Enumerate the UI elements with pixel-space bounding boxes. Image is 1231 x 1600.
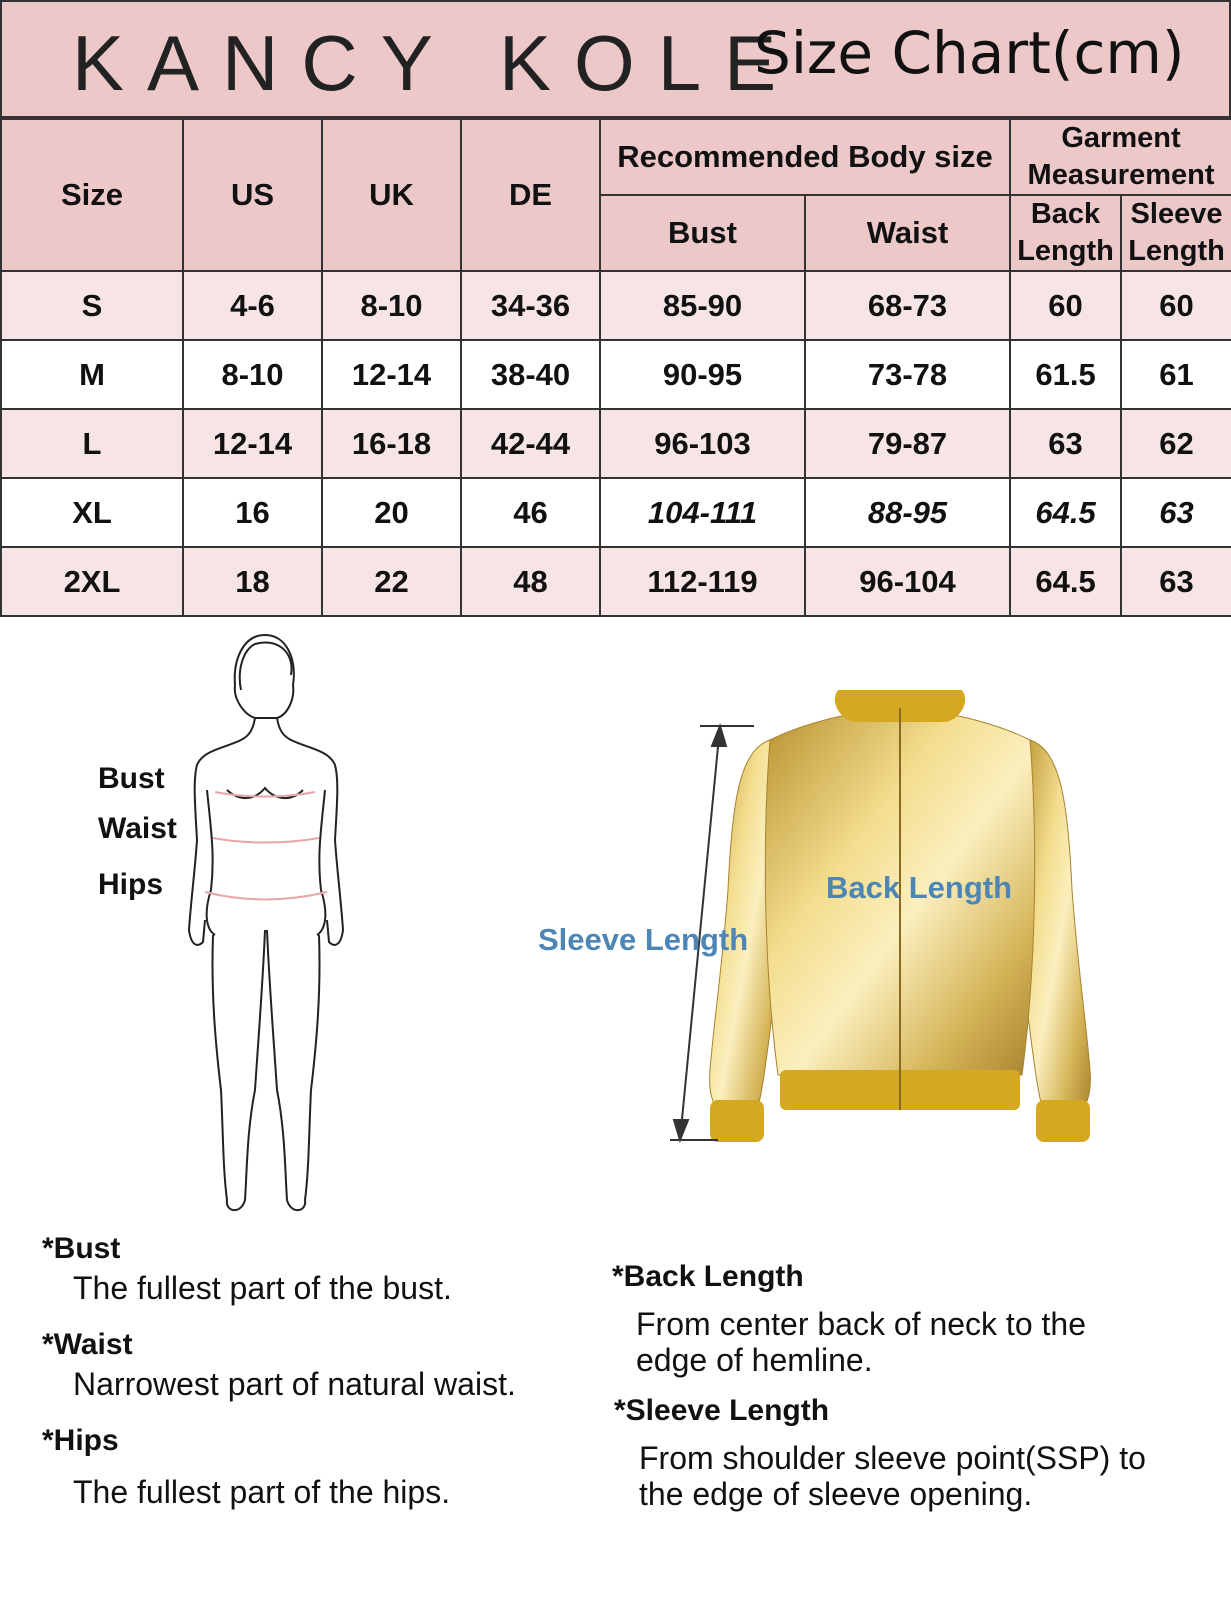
note-bust-title: *Bust — [42, 1232, 121, 1265]
header-size: Size — [1, 119, 183, 271]
cell-size: S — [1, 271, 183, 340]
cell-sleeve: 63 — [1121, 478, 1231, 547]
cell-uk: 8-10 — [322, 271, 461, 340]
note-hips-text: The fullest part of the hips. — [73, 1474, 451, 1510]
cell-back: 64.5 — [1010, 547, 1121, 616]
note-back-text-1: From center back of neck to the — [636, 1306, 1086, 1342]
garment-line1: Garment — [1061, 122, 1181, 154]
table-row — [1, 409, 1231, 478]
cell-us: 4-6 — [183, 271, 322, 340]
note-sleeve-text-2: the edge of sleeve opening. — [639, 1476, 1033, 1512]
header-bust: Bust — [600, 195, 805, 271]
cell-bust: 85-90 — [600, 271, 805, 340]
cell-us: 8-10 — [183, 340, 322, 409]
cell-de: 46 — [461, 478, 600, 547]
header-uk: UK — [322, 119, 461, 271]
note-sleeve-title: *Sleeve Length — [614, 1394, 830, 1427]
cell-de: 42-44 — [461, 409, 600, 478]
cell-bust: 104-111 — [600, 478, 805, 547]
cell-size: XL — [1, 478, 183, 547]
cell-back: 63 — [1010, 409, 1121, 478]
table-row — [1, 340, 1231, 409]
cell-waist: 79-87 — [805, 409, 1010, 478]
cell-uk: 22 — [322, 547, 461, 616]
table-row — [1, 547, 1231, 616]
table-row — [1, 271, 1231, 340]
note-waist-text: Narrowest part of natural waist. — [73, 1366, 516, 1402]
cell-waist: 96-104 — [805, 547, 1010, 616]
size-table — [0, 118, 1231, 617]
garment-line2: Measurement — [1027, 159, 1215, 191]
cell-uk: 12-14 — [322, 340, 461, 409]
cell-back: 60 — [1010, 271, 1121, 340]
header-de: DE — [461, 119, 600, 271]
hips-figure-label: Hips — [98, 868, 164, 901]
table-header-row — [1, 119, 1231, 195]
cell-back: 64.5 — [1010, 478, 1121, 547]
cell-uk: 20 — [322, 478, 461, 547]
chart-title: Size Chart(cm) — [754, 19, 1185, 87]
back-line1: Back — [1030, 198, 1101, 230]
cell-uk: 16-18 — [322, 409, 461, 478]
note-hips-title: *Hips — [42, 1424, 119, 1457]
cell-sleeve: 62 — [1121, 409, 1231, 478]
note-back-text-2: edge of hemline. — [636, 1342, 873, 1378]
bust-figure-label: Bust — [98, 762, 165, 795]
cell-de: 48 — [461, 547, 600, 616]
cell-de: 34-36 — [461, 271, 600, 340]
cell-size: L — [1, 409, 183, 478]
cell-de: 38-40 — [461, 340, 600, 409]
header-back-length — [1010, 195, 1121, 271]
cell-us: 16 — [183, 478, 322, 547]
cell-sleeve: 60 — [1121, 271, 1231, 340]
header-garment-group — [1010, 119, 1231, 195]
brand-logo: KANCY KOLE — [72, 19, 800, 107]
back-line2: Length — [1017, 235, 1114, 267]
cell-sleeve: 63 — [1121, 547, 1231, 616]
back-length-figure-label: Back Length — [826, 870, 1013, 905]
body-outline-figure — [185, 630, 365, 1225]
cell-us: 18 — [183, 547, 322, 616]
cell-size: M — [1, 340, 183, 409]
cell-waist: 88-95 — [805, 478, 1010, 547]
cell-size: 2XL — [1, 547, 183, 616]
header-body-group: Recommended Body size — [600, 119, 1010, 195]
note-bust-text: The fullest part of the bust. — [73, 1270, 452, 1306]
sleeve-line1: Sleeve — [1130, 198, 1223, 230]
cell-us: 12-14 — [183, 409, 322, 478]
header-us: US — [183, 119, 322, 271]
waist-figure-label: Waist — [98, 812, 177, 845]
cell-bust: 90-95 — [600, 340, 805, 409]
sleeve-length-figure-label: Sleeve Length — [538, 922, 749, 957]
header-sleeve-length — [1121, 195, 1231, 271]
note-sleeve-text-1: From shoulder sleeve point(SSP) to — [639, 1440, 1146, 1476]
note-back-title: *Back Length — [612, 1260, 804, 1293]
cell-bust: 96-103 — [600, 409, 805, 478]
cell-sleeve: 61 — [1121, 340, 1231, 409]
cell-waist: 73-78 — [805, 340, 1010, 409]
note-waist-title: *Waist — [42, 1328, 133, 1361]
header-banner — [0, 0, 1231, 118]
table-row — [1, 478, 1231, 547]
header-waist: Waist — [805, 195, 1010, 271]
cell-back: 61.5 — [1010, 340, 1121, 409]
sleeve-line2: Length — [1128, 235, 1225, 267]
cell-waist: 68-73 — [805, 271, 1010, 340]
cell-bust: 112-119 — [600, 547, 805, 616]
